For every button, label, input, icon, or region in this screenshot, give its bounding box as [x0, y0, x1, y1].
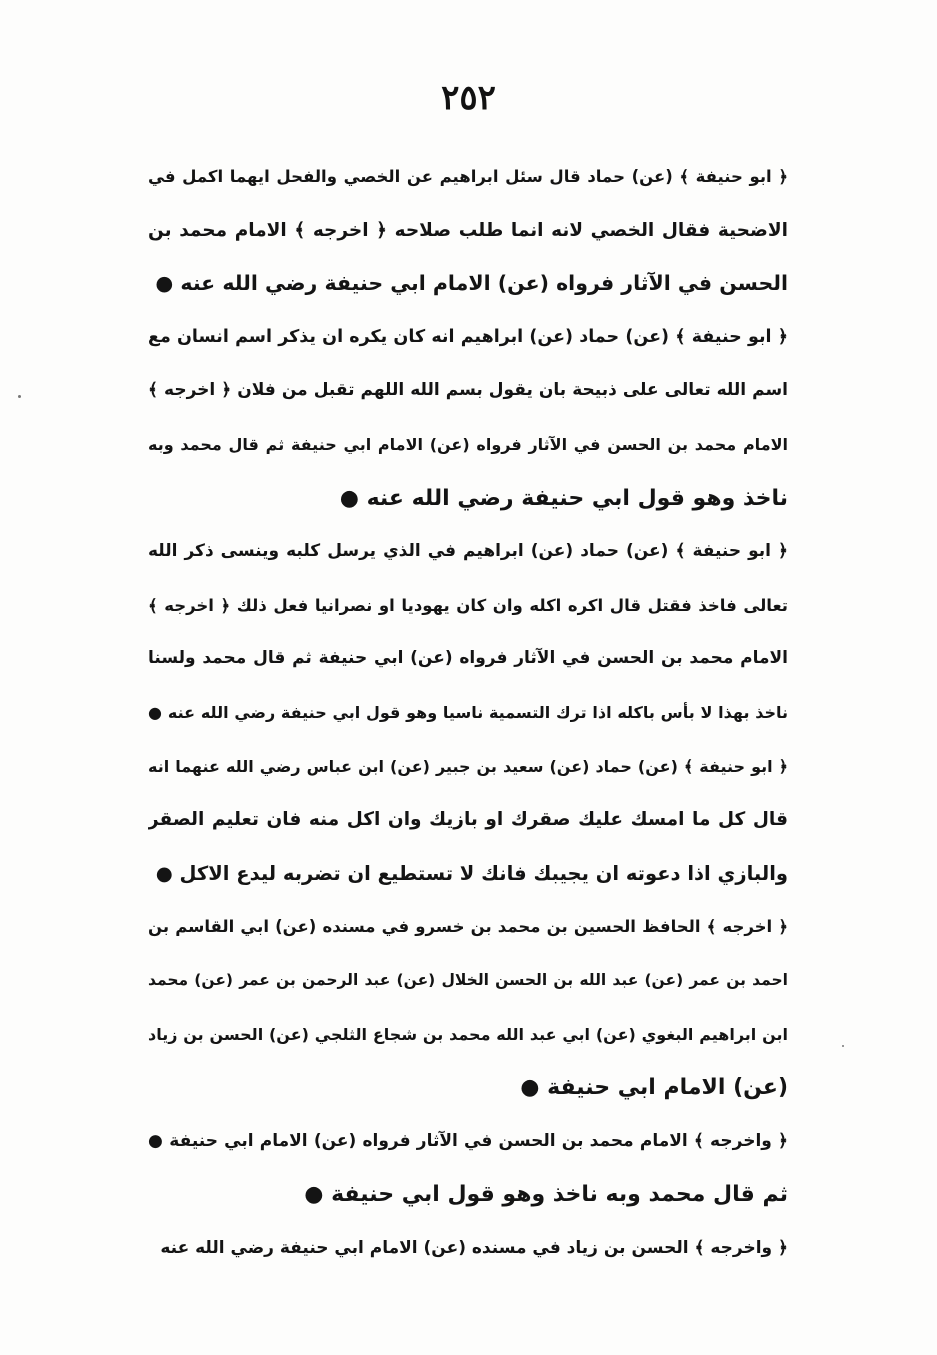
text-line: الاضحية فقال الخصي لانه انما طلب صلاحه ﴿ اخرجه ﴾ الامام محمد بن [148, 219, 788, 241]
text-line: ثم قال محمد وبه ناخذ وهو قول ابي حنيفة ● [304, 1182, 788, 1208]
text-line: ﴿ واخرجه ﴾ الحسن بن زياد في مسنده (عن) الامام ابي حنيفة رضي الله عنه [160, 1237, 788, 1258]
text-line: تعالى فاخذ فقتل قال اكره اكله وان كان يهوديا او نصرانيا فعل ذلك ﴿ اخرجه ﴾ [148, 595, 788, 615]
text-line: ﴿ ابو حنيفة ﴾ (عن) حماد (عن) ابراهيم في الذي يرسل كلبه وينسى ذكر الله [148, 541, 788, 562]
text-line: (عن) الامام ابي حنيفة ● [520, 1075, 788, 1101]
text-line: ﴿ واخرجه ﴾ الامام محمد بن الحسن في الآثار فرواه (عن) الامام ابي حنيفة ● [148, 1130, 788, 1151]
text-line: ابن ابراهيم البغوي (عن) ابي عبد الله محمد بن شجاع الثلجي (عن) الحسن بن زياد [148, 1024, 788, 1044]
text-line: ﴿ ابو حنيفة ﴾ (عن) حماد قال سئل ابراهيم عن الخصي والفحل ايهما اكمل في [148, 167, 788, 186]
text-line: قال كل ما امسك عليك صقرك او بازيك وان اكل منه فان تعليم الصقر [148, 809, 788, 831]
text-line: والبازي اذا دعوته ان يجيبك فانك لا تستطيع ان تضربه ليدع الاكل ● [155, 861, 788, 885]
text-line: احمد بن عمر (عن) عبد الله بن الحسن الخلال (عن) عبد الرحمن بن عمر (عن) محمد [148, 970, 788, 989]
text-line: ﴿ اخرجه ﴾ الحافظ الحسين بن محمد بن خسرو في مسنده (عن) ابي القاسم بن [148, 917, 788, 937]
text-line: ناخذ بهذا لا بأس باكله اذا ترك التسمية ناسيا وهو قول ابي حنيفة رضي الله عنه ● [148, 702, 788, 722]
text-line: اسم الله تعالى على ذبيحة بان يقول بسم الله اللهم تقبل من فلان ﴿ اخرجه ﴾ [148, 380, 788, 401]
text-line: ﴿ ابو حنيفة ﴾ (عن) حماد (عن) ابراهيم انه كان يكره ان يذكر اسم انسان مع [148, 326, 788, 347]
scan-speck [18, 395, 21, 398]
page-number: ٢٥٢ [441, 78, 496, 118]
text-line: ﴿ ابو حنيفة ﴾ (عن) حماد (عن) سعيد بن جبير (عن) ابن عباس رضي الله عنهما انه [148, 756, 788, 776]
scan-speck [842, 1045, 844, 1047]
text-line: ناخذ وهو قول ابي حنيفة رضي الله عنه ● [339, 485, 788, 511]
text-line: الحسن في الآثار فرواه (عن) الامام ابي حنيفة رضي الله عنه ● [155, 271, 788, 296]
body-text [148, 150, 788, 1275]
text-line: الامام محمد بن الحسن في الآثار فرواه (عن) الامام ابي حنيفة ثم قال محمد وبه [148, 434, 788, 454]
text-line: الامام محمد بن الحسن في الآثار فرواه (عن) ابي حنيفة ثم قال محمد ولسنا [148, 648, 788, 669]
